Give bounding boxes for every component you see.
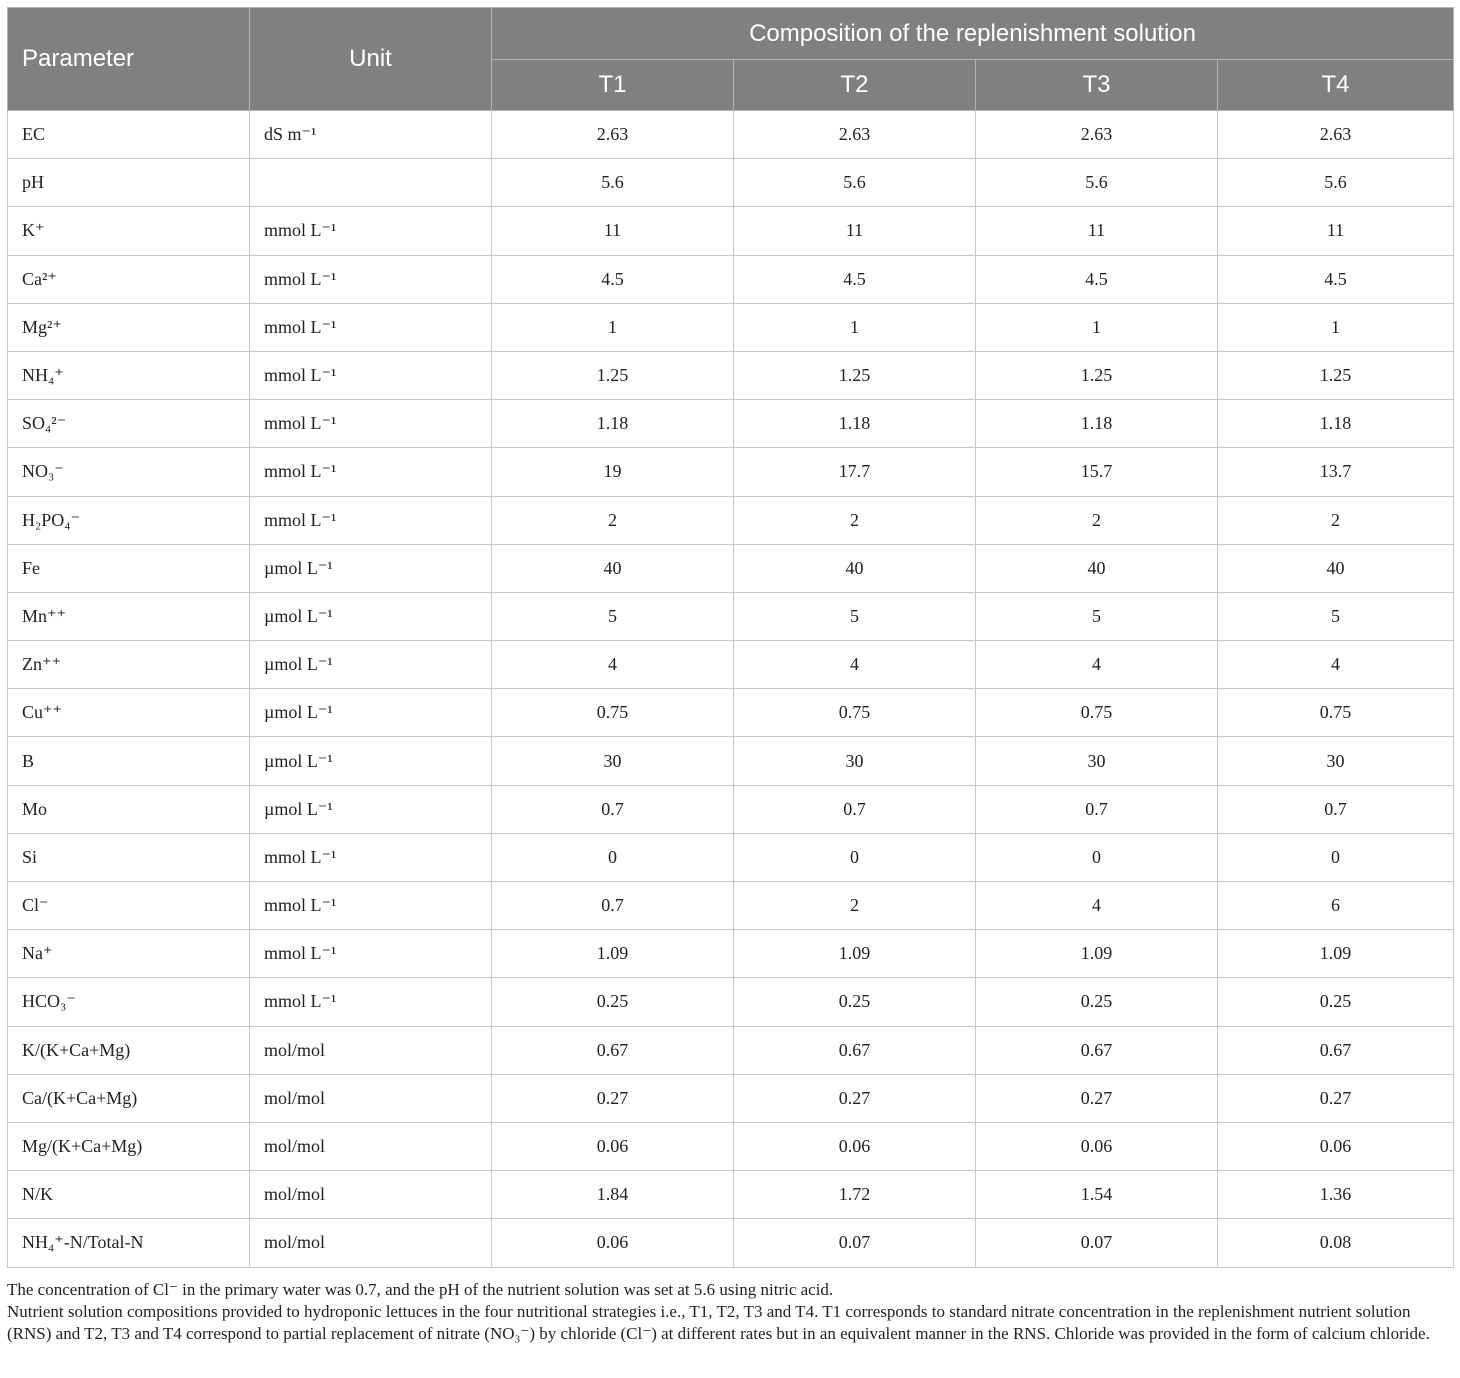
cell-value-t3: 4	[976, 882, 1218, 930]
cell-unit: µmol L⁻¹	[250, 592, 492, 640]
cell-value-t2: 4.5	[734, 255, 976, 303]
cell-value-t3: 40	[976, 544, 1218, 592]
cell-value-t3: 1.25	[976, 351, 1218, 399]
cell-unit: mmol L⁻¹	[250, 303, 492, 351]
header-group-composition: Composition of the replenishment solution	[492, 8, 1454, 60]
cell-unit: mol/mol	[250, 1122, 492, 1170]
table-row	[8, 351, 1454, 399]
cell-value-t3: 15.7	[976, 448, 1218, 496]
cell-unit: mol/mol	[250, 1026, 492, 1074]
cell-value-t4: 0.75	[1218, 689, 1454, 737]
table-row	[8, 833, 1454, 881]
cell-value-t1: 0.25	[492, 978, 734, 1026]
table-row	[8, 1171, 1454, 1219]
cell-value-t4: 1	[1218, 303, 1454, 351]
cell-unit: mol/mol	[250, 1171, 492, 1219]
header-parameter: Parameter	[8, 8, 250, 111]
header-t2: T2	[734, 60, 976, 111]
cell-value-t1: 30	[492, 737, 734, 785]
cell-value-t4: 0.08	[1218, 1219, 1454, 1267]
table-row	[8, 592, 1454, 640]
header-t1: T1	[492, 60, 734, 111]
cell-value-t2: 0.25	[734, 978, 976, 1026]
cell-value-t2: 0.75	[734, 689, 976, 737]
cell-value-t2: 0.07	[734, 1219, 976, 1267]
cell-value-t3: 30	[976, 737, 1218, 785]
cell-parameter: Mg/(K+Ca+Mg)	[8, 1122, 250, 1170]
cell-parameter: Na⁺	[8, 930, 250, 978]
cell-value-t2: 1.25	[734, 351, 976, 399]
cell-value-t2: 1	[734, 303, 976, 351]
cell-value-t4: 0	[1218, 833, 1454, 881]
cell-unit: dS m⁻¹	[250, 111, 492, 159]
cell-unit: mmol L⁻¹	[250, 400, 492, 448]
cell-value-t1: 11	[492, 207, 734, 255]
cell-value-t1: 0.27	[492, 1074, 734, 1122]
cell-value-t3: 5	[976, 592, 1218, 640]
cell-parameter: Cl⁻	[8, 882, 250, 930]
cell-value-t3: 0	[976, 833, 1218, 881]
cell-value-t4: 11	[1218, 207, 1454, 255]
cell-value-t1: 0.7	[492, 882, 734, 930]
cell-parameter: NO₃⁻	[8, 448, 250, 496]
cell-value-t1: 1.25	[492, 351, 734, 399]
cell-value-t4: 30	[1218, 737, 1454, 785]
cell-unit: µmol L⁻¹	[250, 641, 492, 689]
cell-parameter: HCO₃⁻	[8, 978, 250, 1026]
cell-value-t3: 11	[976, 207, 1218, 255]
cell-value-t1: 0.06	[492, 1122, 734, 1170]
cell-value-t2: 1.18	[734, 400, 976, 448]
cell-value-t2: 2	[734, 496, 976, 544]
cell-value-t1: 2	[492, 496, 734, 544]
cell-parameter: SO₄²⁻	[8, 400, 250, 448]
cell-value-t3: 1.54	[976, 1171, 1218, 1219]
cell-value-t1: 0.7	[492, 785, 734, 833]
cell-parameter: K⁺	[8, 207, 250, 255]
cell-unit: mmol L⁻¹	[250, 930, 492, 978]
cell-value-t1: 0.67	[492, 1026, 734, 1074]
cell-value-t2: 11	[734, 207, 976, 255]
cell-value-t4: 0.25	[1218, 978, 1454, 1026]
cell-parameter: NH₄⁺-N/Total-N	[8, 1219, 250, 1267]
table-body	[8, 111, 1454, 1268]
composition-table-container	[7, 7, 1453, 1345]
cell-unit: mmol L⁻¹	[250, 351, 492, 399]
cell-value-t2: 0.67	[734, 1026, 976, 1074]
cell-unit: mmol L⁻¹	[250, 255, 492, 303]
table-row	[8, 159, 1454, 207]
cell-parameter: Si	[8, 833, 250, 881]
table-row	[8, 207, 1454, 255]
cell-unit: µmol L⁻¹	[250, 544, 492, 592]
cell-parameter: Zn⁺⁺	[8, 641, 250, 689]
cell-unit: mmol L⁻¹	[250, 882, 492, 930]
cell-value-t4: 4.5	[1218, 255, 1454, 303]
table-row	[8, 255, 1454, 303]
table-row	[8, 1219, 1454, 1267]
cell-value-t1: 1.18	[492, 400, 734, 448]
table-row	[8, 1074, 1454, 1122]
cell-unit: mmol L⁻¹	[250, 207, 492, 255]
cell-value-t3: 5.6	[976, 159, 1218, 207]
cell-unit	[250, 159, 492, 207]
cell-parameter: Fe	[8, 544, 250, 592]
cell-parameter: Mn⁺⁺	[8, 592, 250, 640]
cell-value-t1: 40	[492, 544, 734, 592]
cell-unit: mmol L⁻¹	[250, 978, 492, 1026]
table-row	[8, 882, 1454, 930]
cell-value-t4: 40	[1218, 544, 1454, 592]
table-footnotes	[7, 1279, 1453, 1345]
cell-value-t1: 4	[492, 641, 734, 689]
cell-value-t4: 0.06	[1218, 1122, 1454, 1170]
cell-value-t1: 2.63	[492, 111, 734, 159]
cell-value-t4: 4	[1218, 641, 1454, 689]
cell-value-t2: 1.09	[734, 930, 976, 978]
cell-value-t4: 2	[1218, 496, 1454, 544]
cell-value-t4: 2.63	[1218, 111, 1454, 159]
header-unit: Unit	[250, 8, 492, 111]
cell-value-t1: 0	[492, 833, 734, 881]
cell-value-t3: 0.67	[976, 1026, 1218, 1074]
cell-value-t1: 4.5	[492, 255, 734, 303]
cell-parameter: B	[8, 737, 250, 785]
cell-value-t4: 1.25	[1218, 351, 1454, 399]
cell-value-t3: 2.63	[976, 111, 1218, 159]
cell-value-t1: 1.84	[492, 1171, 734, 1219]
cell-parameter: pH	[8, 159, 250, 207]
header-t4: T4	[1218, 60, 1454, 111]
header-t3: T3	[976, 60, 1218, 111]
table-row	[8, 737, 1454, 785]
cell-value-t2: 40	[734, 544, 976, 592]
footnote-primary-water: The concentration of Cl⁻ in the primary water was 0.7, and the pH of the nutrient solution was set at 5.6 using nitric acid.	[7, 1279, 834, 1299]
table-row	[8, 641, 1454, 689]
table-row	[8, 111, 1454, 159]
cell-value-t2: 2.63	[734, 111, 976, 159]
cell-unit: µmol L⁻¹	[250, 785, 492, 833]
cell-parameter: H₂PO₄⁻	[8, 496, 250, 544]
cell-value-t3: 1.18	[976, 400, 1218, 448]
cell-value-t2: 30	[734, 737, 976, 785]
cell-value-t3: 4	[976, 641, 1218, 689]
cell-unit: µmol L⁻¹	[250, 737, 492, 785]
cell-value-t1: 5.6	[492, 159, 734, 207]
cell-value-t2: 0.27	[734, 1074, 976, 1122]
cell-value-t4: 0.67	[1218, 1026, 1454, 1074]
table-row	[8, 1026, 1454, 1074]
table-row	[8, 785, 1454, 833]
cell-value-t1: 19	[492, 448, 734, 496]
cell-parameter: NH₄⁺	[8, 351, 250, 399]
cell-value-t2: 0	[734, 833, 976, 881]
table-row	[8, 448, 1454, 496]
cell-parameter: Ca/(K+Ca+Mg)	[8, 1074, 250, 1122]
composition-table	[7, 7, 1454, 1268]
footnote-description: Nutrient solution compositions provided to hydroponic lettuces in the four nutritional strategies i.e., T1, T2, T3 and T4. T1 corresponds to standard nitrate concentration in the replenishment nutrient solution (RNS) and T2, T3 and T4 correspond to partial replacement of nitrate (NO₃⁻) by chloride (Cl⁻) at different rates but in an equivalent manner in the RNS. Chloride was provided in the form of calcium chloride.	[7, 1301, 1430, 1343]
cell-parameter: Mg²⁺	[8, 303, 250, 351]
cell-value-t1: 5	[492, 592, 734, 640]
cell-value-t4: 1.09	[1218, 930, 1454, 978]
table-row	[8, 930, 1454, 978]
cell-value-t2: 2	[734, 882, 976, 930]
cell-value-t3: 0.27	[976, 1074, 1218, 1122]
table-row	[8, 400, 1454, 448]
cell-value-t3: 0.06	[976, 1122, 1218, 1170]
cell-value-t4: 13.7	[1218, 448, 1454, 496]
cell-value-t2: 5.6	[734, 159, 976, 207]
table-row	[8, 496, 1454, 544]
cell-value-t2: 5	[734, 592, 976, 640]
cell-value-t4: 1.18	[1218, 400, 1454, 448]
cell-value-t1: 0.75	[492, 689, 734, 737]
cell-unit: mmol L⁻¹	[250, 833, 492, 881]
cell-value-t2: 0.06	[734, 1122, 976, 1170]
cell-unit: mol/mol	[250, 1074, 492, 1122]
cell-value-t4: 5	[1218, 592, 1454, 640]
cell-parameter: N/K	[8, 1171, 250, 1219]
cell-value-t3: 0.75	[976, 689, 1218, 737]
cell-value-t3: 1	[976, 303, 1218, 351]
cell-unit: mmol L⁻¹	[250, 448, 492, 496]
cell-parameter: EC	[8, 111, 250, 159]
cell-value-t4: 1.36	[1218, 1171, 1454, 1219]
cell-parameter: K/(K+Ca+Mg)	[8, 1026, 250, 1074]
cell-value-t3: 4.5	[976, 255, 1218, 303]
cell-value-t2: 1.72	[734, 1171, 976, 1219]
cell-value-t2: 4	[734, 641, 976, 689]
table-row	[8, 689, 1454, 737]
table-header	[8, 8, 1454, 111]
table-row	[8, 978, 1454, 1026]
cell-value-t4: 0.27	[1218, 1074, 1454, 1122]
cell-parameter: Cu⁺⁺	[8, 689, 250, 737]
table-row	[8, 303, 1454, 351]
cell-value-t1: 0.06	[492, 1219, 734, 1267]
cell-value-t4: 0.7	[1218, 785, 1454, 833]
cell-value-t2: 17.7	[734, 448, 976, 496]
cell-value-t3: 0.07	[976, 1219, 1218, 1267]
cell-value-t2: 0.7	[734, 785, 976, 833]
cell-unit: mol/mol	[250, 1219, 492, 1267]
cell-value-t3: 0.25	[976, 978, 1218, 1026]
table-row	[8, 544, 1454, 592]
cell-value-t3: 0.7	[976, 785, 1218, 833]
cell-value-t3: 1.09	[976, 930, 1218, 978]
cell-value-t3: 2	[976, 496, 1218, 544]
cell-value-t4: 6	[1218, 882, 1454, 930]
cell-parameter: Ca²⁺	[8, 255, 250, 303]
table-row	[8, 1122, 1454, 1170]
cell-value-t1: 1.09	[492, 930, 734, 978]
cell-value-t4: 5.6	[1218, 159, 1454, 207]
cell-parameter: Mo	[8, 785, 250, 833]
cell-unit: mmol L⁻¹	[250, 496, 492, 544]
cell-unit: µmol L⁻¹	[250, 689, 492, 737]
cell-value-t1: 1	[492, 303, 734, 351]
